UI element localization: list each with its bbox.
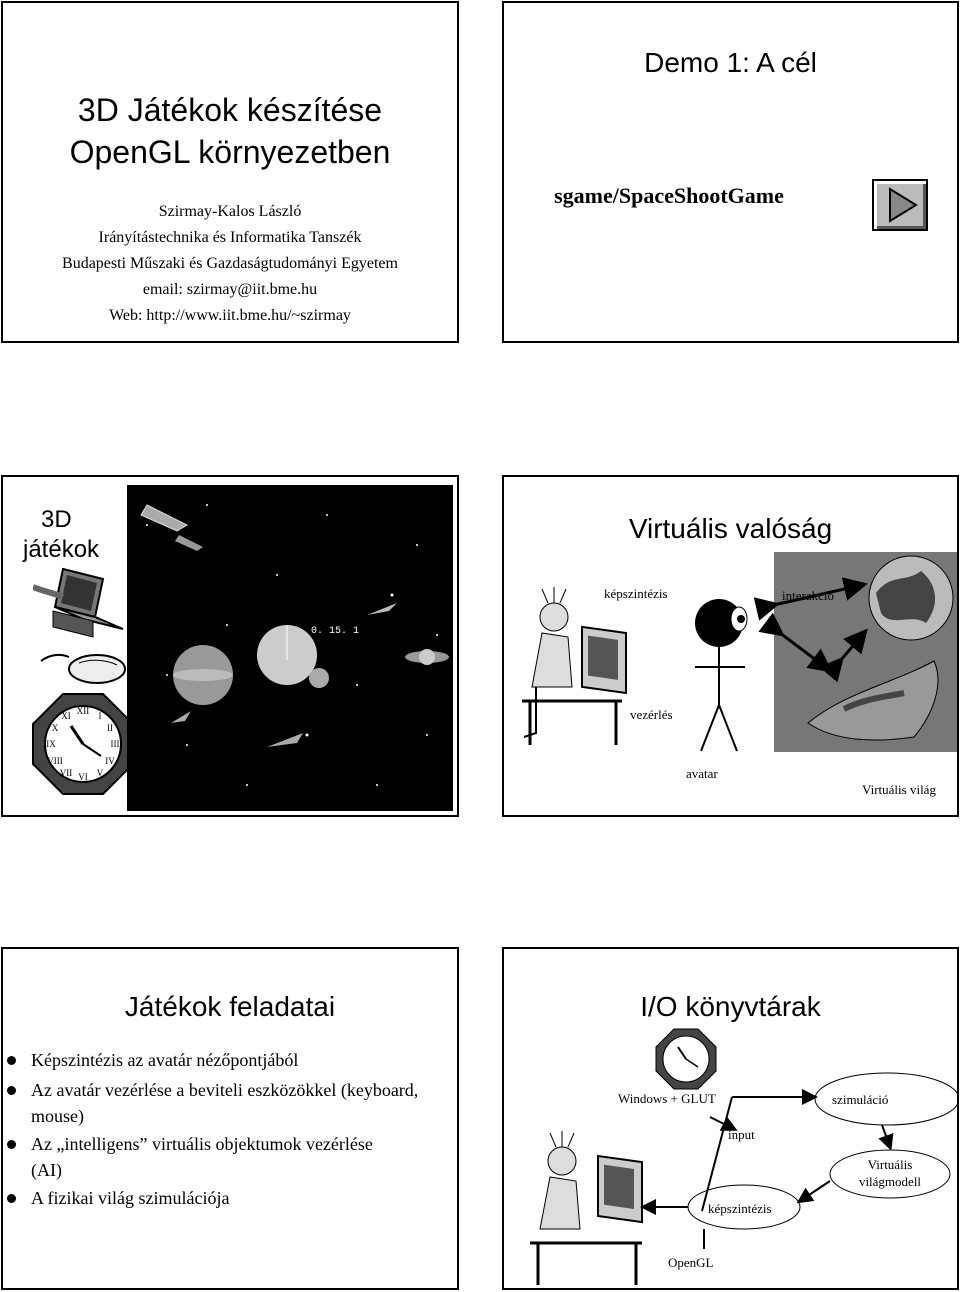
user-at-computer-icon (512, 577, 632, 747)
bullet-3-text: Az „intelligens” virtuális objektumok vezérlése (AI) (31, 1134, 373, 1180)
bullet-2 (31, 1077, 431, 1129)
slide1-title-line2: OpenGL környezetben (69, 134, 391, 170)
svg-text:I: I (98, 711, 102, 721)
play-icon (874, 181, 926, 229)
slide1-title-line1: 3D Játékok készítése (77, 92, 383, 128)
demo-title: Demo 1: A cél (644, 47, 817, 78)
spaceship-icon (804, 653, 954, 753)
label-kepszintezis: képszintézis (708, 1201, 772, 1216)
label-windows-glut: Windows + GLUT (618, 1091, 716, 1106)
svg-text:XI: XI (61, 711, 71, 721)
game-counter: 0. 15. 1 (311, 626, 360, 637)
slide-io-libraries (502, 947, 959, 1290)
email: email: szirmay@iit.bme.hu (142, 281, 318, 298)
label-opengl: OpenGL (668, 1255, 714, 1270)
vr-title: Virtuális valóság (628, 513, 833, 544)
slide-3d-games (1, 475, 459, 817)
svg-text:III: III (110, 739, 120, 749)
demo-path: sgame/SpaceShootGame (554, 183, 784, 208)
bullet-4 (31, 1185, 431, 1211)
svg-text:X: X (51, 723, 59, 733)
bullet-4-text: A fizikai világ szimulációja (31, 1188, 230, 1208)
author: Szirmay-Kalos László (158, 203, 302, 220)
web-link[interactable]: Web: http://www.iit.bme.hu/~szirmay (109, 307, 351, 324)
space-game-screenshot (127, 485, 453, 811)
label-avatar: avatar (686, 766, 718, 781)
io-title: I/O könyvtárak (640, 991, 821, 1022)
clock-icon (31, 692, 135, 796)
svg-text:V: V (96, 768, 104, 778)
slide-demo (502, 1, 959, 343)
bullet-1 (31, 1047, 431, 1073)
label-input: input (728, 1127, 755, 1142)
tasks-title: Játékok feladatai (124, 991, 336, 1022)
slide-title (1, 1, 459, 343)
slide3-title-line2: játékok (23, 536, 100, 563)
svg-text:IX: IX (46, 739, 56, 749)
laptop-icon (33, 567, 133, 647)
svg-text:VIII: VIII (47, 756, 63, 766)
svg-text:IV: IV (105, 756, 115, 766)
play-button[interactable] (872, 179, 928, 231)
label-virtualis-vilag: Virtuális világ (862, 782, 936, 797)
bullet-dot-icon (7, 1086, 16, 1095)
io-diagram (504, 949, 959, 1290)
bullet-dot-icon (7, 1140, 16, 1149)
bullet-2-text: Az avatár vezérlése a beviteli eszközökkel (keyboard, mouse) (31, 1080, 419, 1126)
svg-text:VII: VII (59, 768, 73, 778)
bullet-dot-icon (7, 1194, 16, 1203)
label-kepszintezis: képszintézis (604, 586, 668, 601)
svg-text:XII: XII (76, 706, 90, 716)
label-szimulacio: szimuláció (832, 1092, 889, 1107)
label-interakcio: interakció (782, 588, 834, 603)
bullet-3 (31, 1131, 391, 1183)
bullet-1-text: Képszintézis az avatár nézőpontjából (31, 1050, 299, 1070)
space-scene (127, 485, 453, 811)
svg-text:II: II (107, 723, 113, 733)
label-vezerles: vezérlés (630, 707, 673, 722)
bullet-dot-icon (7, 1056, 16, 1065)
slide-virtual-reality (502, 475, 959, 817)
svg-text:VI: VI (78, 772, 88, 782)
slide-game-tasks (1, 947, 459, 1290)
university: Budapesti Műszaki és Gazdaságtudományi Egyetem (62, 255, 398, 272)
label-virtualis: Virtuális (867, 1157, 913, 1172)
label-vilagmodell: világmodell (858, 1174, 922, 1189)
department: Irányítástechnika és Informatika Tanszék (98, 229, 362, 246)
slide3-title-line1: 3D (41, 506, 72, 533)
mouse-icon (39, 645, 129, 689)
